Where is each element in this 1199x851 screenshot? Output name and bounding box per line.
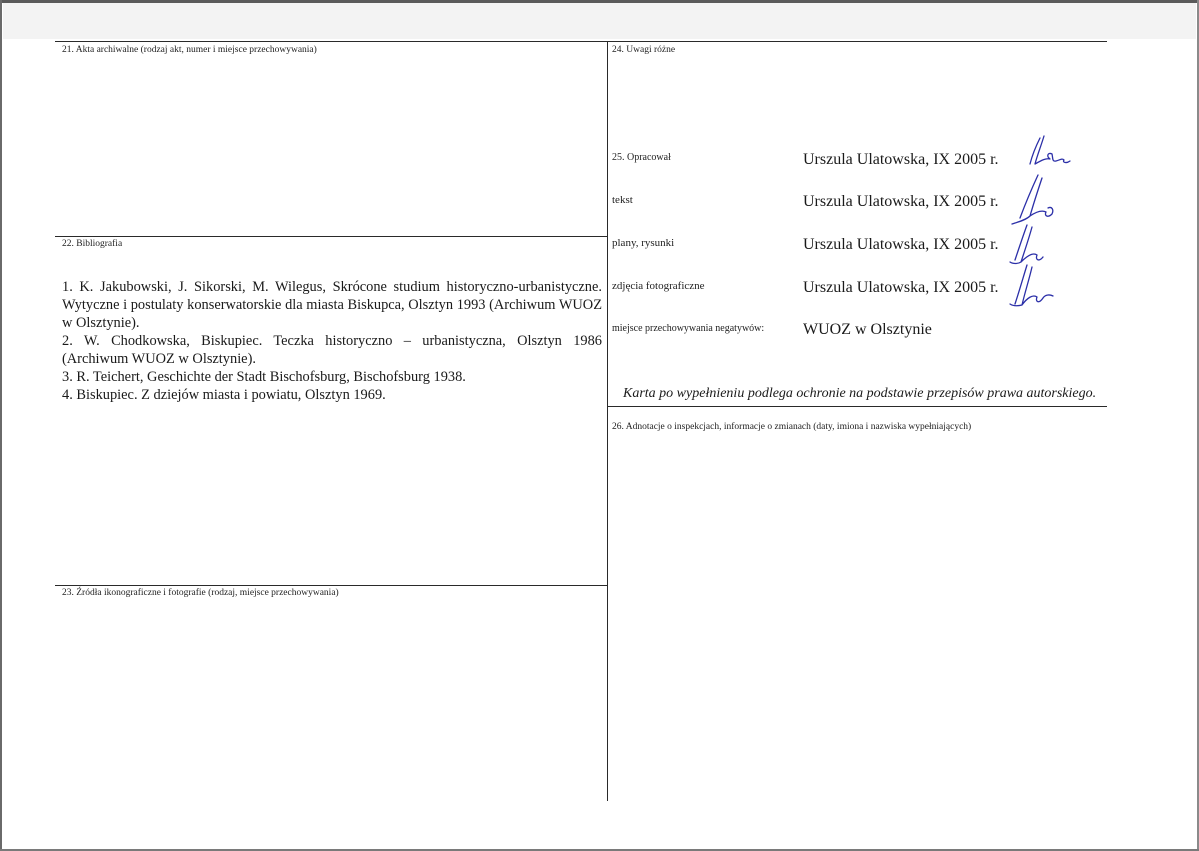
- signature-3: [1005, 222, 1051, 266]
- section-26-label: 26. Adnotacje o inspekcjach, informacje o zmianach (daty, imiona i nazwiska wypełniających): [612, 422, 972, 432]
- signature-2: [1008, 172, 1062, 226]
- prepared-by-value: Urszula Ulatowska, IX 2005 r.: [803, 151, 999, 168]
- section-23-label: 23. Źródła ikonograficzne i fotografie (rodzaj, miejsce przechowywania): [62, 588, 339, 598]
- plans-value: Urszula Ulatowska, IX 2005 r.: [803, 236, 999, 253]
- section-22-rule: [55, 236, 607, 237]
- signature-4: [1005, 262, 1061, 310]
- bibliography-entry-4: 4. Biskupiec. Z dziejów miasta i powiatu, Olsztyn 1969.: [62, 387, 386, 403]
- scan-top-band: [3, 3, 1196, 39]
- text-value: Urszula Ulatowska, IX 2005 r.: [803, 193, 999, 210]
- prepared-by-label: 25. Opracował: [612, 152, 671, 163]
- text-label: tekst: [612, 194, 633, 206]
- bibliography-entry-1: 1. K. Jakubowski, J. Sikorski, M. Wilegus, Skrócone studium historyczno-urbanistyczne. Wytyczne i postulaty konserwatorskie dla miasta Biskupca, Olsztyn 1993 (Archiwum WUOZ w Olsztynie).: [62, 279, 602, 331]
- photos-value: Urszula Ulatowska, IX 2005 r.: [803, 279, 999, 296]
- section-23-rule: [55, 585, 607, 586]
- section-24-label: 24. Uwagi różne: [612, 45, 676, 55]
- plans-label: plany, rysunki: [612, 237, 675, 249]
- column-divider: [607, 41, 608, 801]
- scan-edge-left: [0, 0, 2, 851]
- bibliography-list: [62, 278, 602, 404]
- form-top-rule: [55, 41, 1107, 42]
- scan-edge-top: [0, 0, 1199, 3]
- section-26-rule: [607, 406, 1107, 407]
- section-22-label: 22. Bibliografia: [62, 239, 123, 249]
- bibliography-entry-2: 2. W. Chodkowska, Biskupiec. Teczka historyczno – urbanistyczna, Olsztyn 1986 (Archiwum WUOZ w Olsztynie).: [62, 333, 602, 367]
- photos-label: zdjęcia fotograficzne: [612, 280, 705, 292]
- negatives-location-value: WUOZ w Olsztynie: [803, 321, 932, 338]
- copyright-note: Karta po wypełnieniu podlega ochronie na podstawie przepisów prawa autorskiego.: [623, 386, 1097, 401]
- negatives-location-label: miejsce przechowywania negatywów:: [612, 323, 765, 334]
- signature-1: [1026, 134, 1076, 170]
- bibliography-entry-3: 3. R. Teichert, Geschichte der Stadt Bischofsburg, Bischofsburg 1938.: [62, 369, 466, 385]
- section-21-label: 21. Akta archiwalne (rodzaj akt, numer i miejsce przechowywania): [62, 45, 317, 55]
